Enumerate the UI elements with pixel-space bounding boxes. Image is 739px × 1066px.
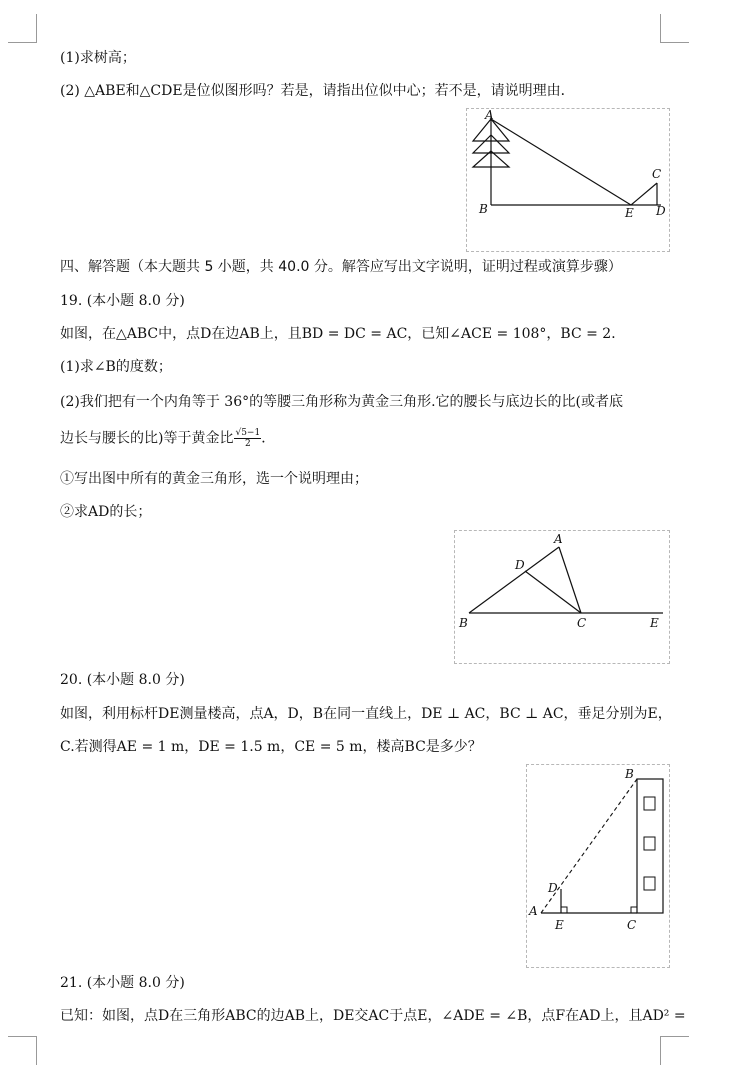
q19-part1: (1)求∠B的度数； (60, 359, 172, 375)
q19-part2: (2)我们把有一个内角等于 36°的等腰三角形称为黄金三角形.它的腰长与底边长的比(或者底 (60, 394, 624, 410)
fig1-label-D: D (656, 204, 666, 218)
fig2-label-E: E (650, 616, 659, 630)
fig3-label-E: E (555, 918, 564, 932)
fig2-label-D: D (515, 558, 525, 572)
q19-sub1: ①写出图中所有的黄金三角形，选一个说明理由； (60, 471, 368, 487)
figure-triangle-abc (454, 530, 670, 664)
q19-part2-end: ． (261, 430, 276, 447)
crop-mark-top-right (660, 14, 689, 43)
q21-header: 21. (本小题 8.0 分) (60, 975, 185, 991)
fig3-label-D: D (548, 881, 558, 895)
golden-ratio-fraction (234, 428, 261, 449)
fig3-label-A: A (529, 904, 538, 918)
fig1-label-C: C (652, 167, 662, 181)
q18-part1: (1)求树高； (60, 50, 136, 66)
q19-stem: 如图，在△ABC中，点D在边AB上，且BD = DC = AC，已知∠ACE = 108°，BC = 2． (60, 326, 626, 342)
fig3-label-B: B (625, 767, 634, 781)
q20-stem: 如图，利用标杆DE测量楼高，点A，D，B在同一直线上，DE ⊥ AC，BC ⊥ AC，垂足分别为E， (60, 706, 672, 722)
q19-part2-text: 边长与腰长的比)等于黄金比 (60, 430, 234, 447)
q18-part2: (2) △ABE和△CDE是位似图形吗？若是，请指出位似中心；若不是，请说明理由． (60, 83, 575, 99)
fig1-label-B: B (479, 202, 488, 216)
figure-tree (466, 108, 670, 252)
fig2-label-C: C (577, 616, 587, 630)
figure-building (526, 764, 670, 968)
fig1-label-E: E (625, 206, 634, 220)
q19-sub2: ②求AD的长； (60, 504, 152, 520)
crop-mark-top-left (8, 14, 37, 43)
fig2-label-B: B (459, 616, 468, 630)
section-four-heading: 四、解答题（本大题共 5 小题，共 40.0 分。解答应写出文字说明，证明过程或演算步骤） (60, 259, 622, 275)
fraction-numerator: √5−1 (235, 428, 261, 438)
fig2-label-A: A (554, 532, 563, 546)
q19-part2-cont (60, 428, 275, 449)
q19-header: 19. (本小题 8.0 分) (60, 293, 185, 309)
q21-stem: 已知：如图，点D在三角形ABC的边AB上，DE交AC于点E，∠ADE = ∠B，点F在AD上，且AD² = (60, 1008, 686, 1024)
fraction-denominator: 2 (244, 439, 251, 449)
fig3-label-C: C (627, 918, 637, 932)
q20-header: 20. (本小题 8.0 分) (60, 672, 185, 688)
fig1-label-A: A (485, 109, 494, 122)
crop-mark-bottom-left (8, 1036, 37, 1065)
q20-stem-cont: C.若测得AE = 1 m，DE = 1.5 m，CE = 5 m，楼高BC是多少？ (60, 739, 482, 755)
crop-mark-bottom-right (660, 1036, 689, 1065)
